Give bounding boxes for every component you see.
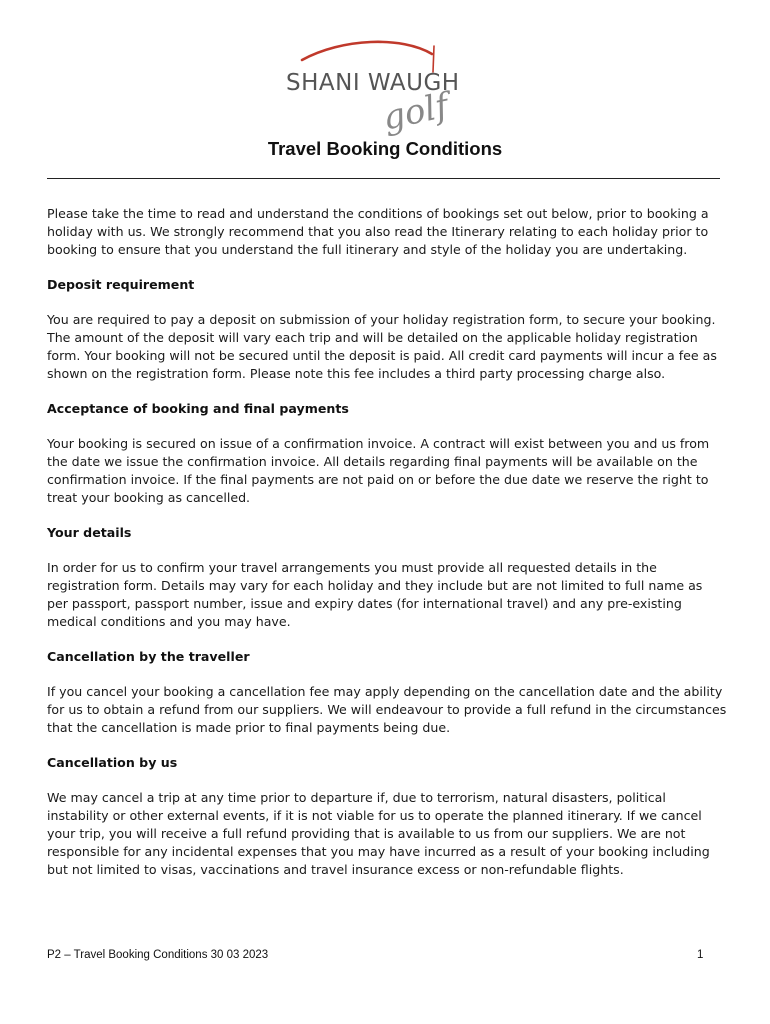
page-title: Travel Booking Conditions — [267, 138, 503, 159]
section-heading-cancellation-traveller: Cancellation by the traveller — [47, 649, 250, 664]
shani-waugh-golf-logo-graphic — [262, 38, 502, 138]
section-body-cancellation-us: We may cancel a trip at any time prior to departure if, due to terrorism, natural disasters, political instability or other external events, if it is not viable for us to operate the planned itinerary. If we cancel your trip, you will receive a full refund providing that is available to us from our suppliers. We are not responsible for any incidental expenses that you may have incurred as a result of your booking including but not limited to visas, vaccinations and travel insurance excess or non-refundable flights. — [47, 790, 710, 877]
section-body-your-details: In order for us to confirm your travel arrangements you must provide all requested details in the registration form. Details may vary for each holiday and they include but are not limited to full name as per passport, passport number, issue and expiry dates (for international travel) and any pre-existing medical conditions and you may have. — [47, 560, 703, 629]
section-heading-deposit: Deposit requirement — [47, 277, 195, 292]
svg-text:SHANI WAUGH: SHANI WAUGH — [286, 70, 460, 96]
section-heading-acceptance: Acceptance of booking and final payments — [47, 401, 349, 416]
intro-paragraph: Please take the time to read and understand the conditions of bookings set out below, prior to booking a holiday with us. We strongly recommend that you also read the Itinerary relating to each holiday prior to booking to ensure that you understand the full itinerary and style of the holiday you are undertaking. — [47, 206, 709, 257]
section-heading-cancellation-us: Cancellation by us — [47, 755, 178, 770]
footer-page-number: 1 — [697, 949, 704, 961]
section-body-cancellation-traveller: If you cancel your booking a cancellation fee may apply depending on the cancellation date and the ability for us to obtain a refund from our suppliers. We will endeavour to provide a full refund in the circumstances that the cancellation is made prior to final payments being due. — [47, 684, 727, 735]
section-body-deposit: You are required to pay a deposit on submission of your holiday registration form, to secure your booking. The amount of the deposit will vary each trip and will be detailed on the applicable holiday registration form. Your booking will not be secured until the deposit is paid. All credit card payments will incur a fee as shown on the registration form. Please note this fee includes a third party processing charge also. — [47, 312, 717, 381]
document-body — [47, 205, 727, 896]
title-divider — [47, 178, 720, 179]
section-heading-your-details: Your details — [47, 525, 132, 540]
svg-text:golf: golf — [379, 85, 452, 138]
company-logo — [262, 38, 502, 138]
section-body-acceptance: Your booking is secured on issue of a confirmation invoice. A contract will exist between you and us from the date we issue the confirmation invoice. All details regarding final payments will be available on the confirmation invoice. If the final payments are not paid on or before the due date we reserve the right to treat your booking as cancelled. — [47, 436, 710, 505]
footer-document-reference: P2 – Travel Booking Conditions 30 03 2023 — [47, 949, 269, 961]
